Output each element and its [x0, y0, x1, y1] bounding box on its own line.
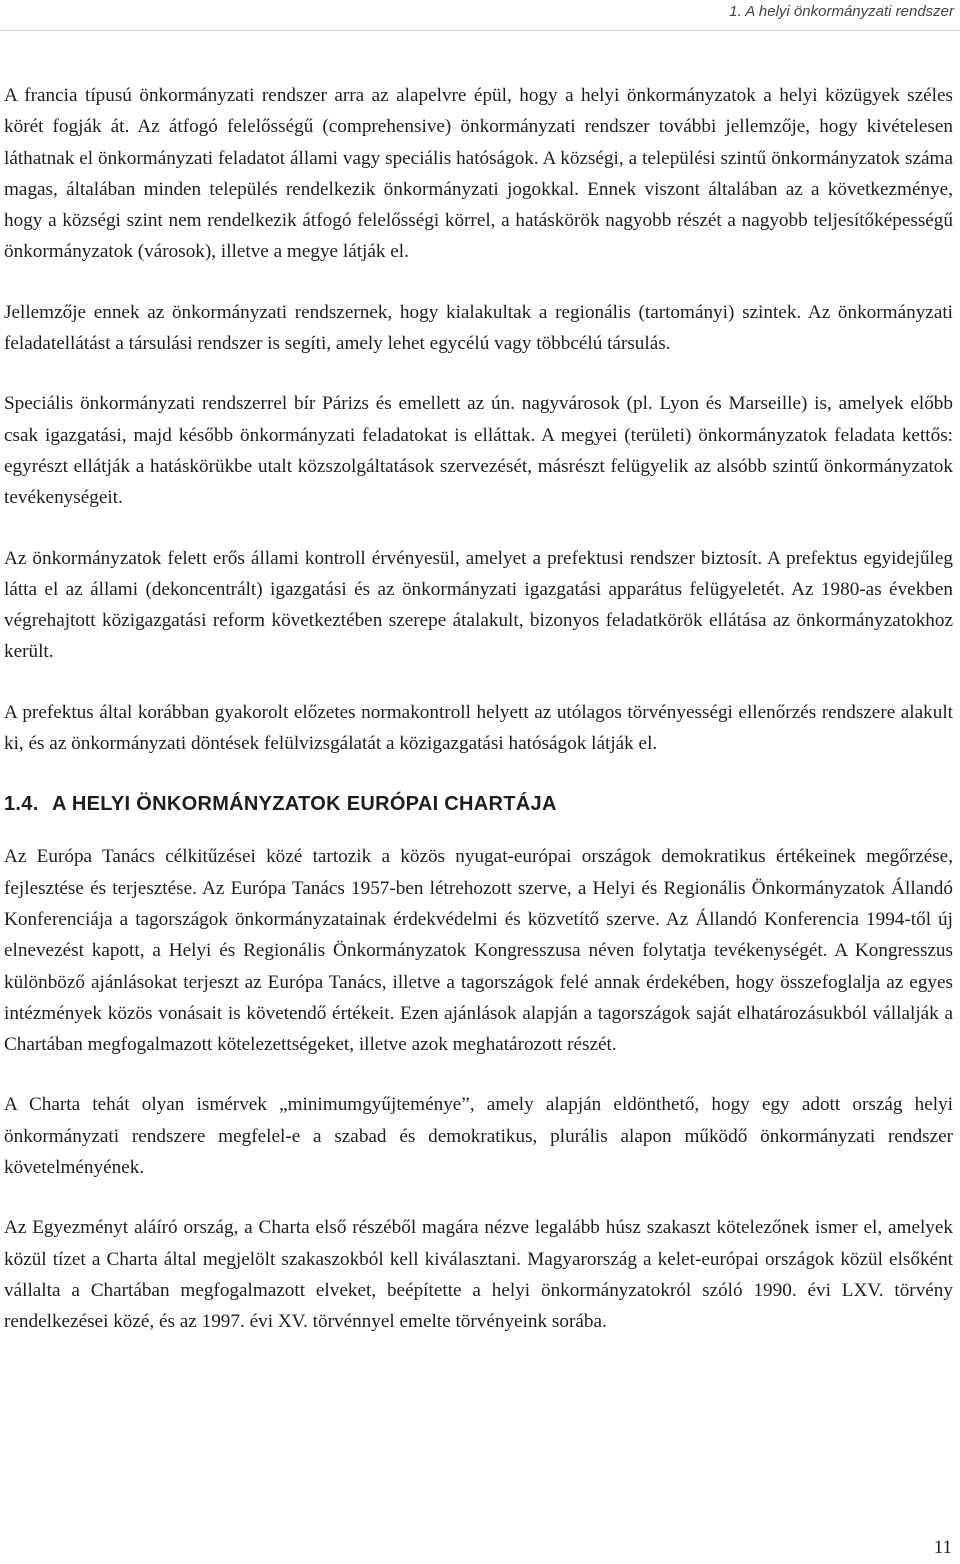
paragraph-hungary-ratification: Az Egyezményt aláíró ország, a Charta első részéből magára nézve legalább húsz szakaszt kötelezőnek ismer el, amelyek közül tízet a Charta által megjelölt szakaszokból kell kiválasztani. Magyarország a kelet-európai országok közül elsőként vállalta a Chartában megfogalmazott elveket, beépítette a helyi önkormányzatokról szóló 1990. évi LXV. törvény rendelkezései közé, és az 1997. évi XV. törvénnyel emelte törvényeink sorába. — [4, 1217, 953, 1333]
page-body — [4, 80, 953, 1367]
section-number: 1.4. — [4, 793, 39, 816]
paragraph-regional-levels: Jellemzője ennek az önkormányzati rendszernek, hogy kialakultak a regionális (tartományi) szintek. Az önkormányzati feladatellátást a társulási rendszer is segíti, amely lehet egycélú vagy többcélú társulás. — [4, 301, 953, 355]
paragraph-legality-review: A prefektus által korábban gyakorolt előzetes normakontroll helyett az utólagos törvényességi ellenőrzés rendszere alakult ki, és az önkormányzati döntések felülvizsgálatát a közigazgatási hatóságok látják el. — [4, 701, 953, 755]
section-title: A HELYI ÖNKORMÁNYZATOK EURÓPAI CHARTÁJA — [52, 793, 557, 816]
paragraph-state-control: Az önkormányzatok felett erős állami kontroll érvényesül, amelyet a prefektusi rendszer biztosít. A prefektus egyidejűleg látta el az állami (dekoncentrált) igazgatási és az önkormányzati igazgatási apparátus felügyeletét. Az 1980-as években végrehajtott közigazgatási reform következtében szerepe átalakult, bizonyos feladatkörök ellátása az önkormányzatokhoz került. — [4, 547, 953, 663]
section-heading — [4, 788, 953, 820]
paragraph-council-of-europe: Az Európa Tanács célkitűzései közé tartozik a közös nyugat-európai országok demokratikus értékeinek megőrzése, fejlesztése és terjesztése. Az Európa Tanács 1957-ben létrehozott szerve, a Helyi és Regionális Önkormányzatok Állandó Konferenciája a tagországok önkormányzatainak érdekvédelmi és közvetítő szerve. Az Állandó Konferencia 1994-től új elnevezést kapott, a Helyi és Regionális Önkormányzatok Kongresszusa néven folytatja tevékenységét. A Kongresszus különböző ajánlásokat terjeszt az Európa Tanács, illetve a tagországok felé annak érdekében, hogy összefoglalja az egyes intézmények közös vonásait is követendő értékeit. Ezen ajánlások alapján a tagországok saját elhatározásukból vállalják a Chartában megfogalmazott kötelezettségeket, illetve azok meghatározott részét. — [4, 846, 953, 1056]
page-number: 11 — [933, 1537, 952, 1558]
paragraph-paris-special: Speciális önkormányzati rendszerrel bír Párizs és emellett az ún. nagyvárosok (pl. Lyon és Marseille) is, amelyek előbb csak igazgatási, majd később önkormányzati feladatokat is elláttak. A megyei (területi) önkormányzatok feladata kettős: egyrészt ellátják a hatáskörükbe utalt közszolgáltatások szervezését, másrészt felügyelik az alsóbb szintű önkormányzatok tevékenységeit. — [4, 393, 953, 509]
header-divider — [0, 30, 960, 31]
running-header: 1. A helyi önkormányzati rendszer — [729, 3, 954, 20]
paragraph-charter-minimum: A Charta tehát olyan ismérvek „minimumgyűjteménye”, amely alapján eldönthető, hogy egy adott ország helyi önkormányzati rendszere megfelel-e a szabad és demokratikus, plurális alapon működő önkormányzati rendszer követelményének. — [4, 1094, 953, 1179]
paragraph-french-system: A francia típusú önkormányzati rendszer arra az alapelvre épül, hogy a helyi önkormányzatok a helyi közügyek széles körét fogják át. Az átfogó felelősségű (comprehensive) önkormányzati rendszer további jellemzője, hogy kivételesen láthatnak el önkormányzati feladatot állami vagy speciális hatóságok. A községi, a települési szintű önkormányzatok száma magas, általában minden település rendelkezik önkormányzati jogokkal. Ennek viszont általában az a következménye, hogy a községi szint nem rendelkezik átfogó felelősségi körrel, a hatáskörök nagyobb részét a nagyobb teljesítőképességű önkormányzatok (városok), illetve a megye látják el. — [4, 85, 953, 263]
